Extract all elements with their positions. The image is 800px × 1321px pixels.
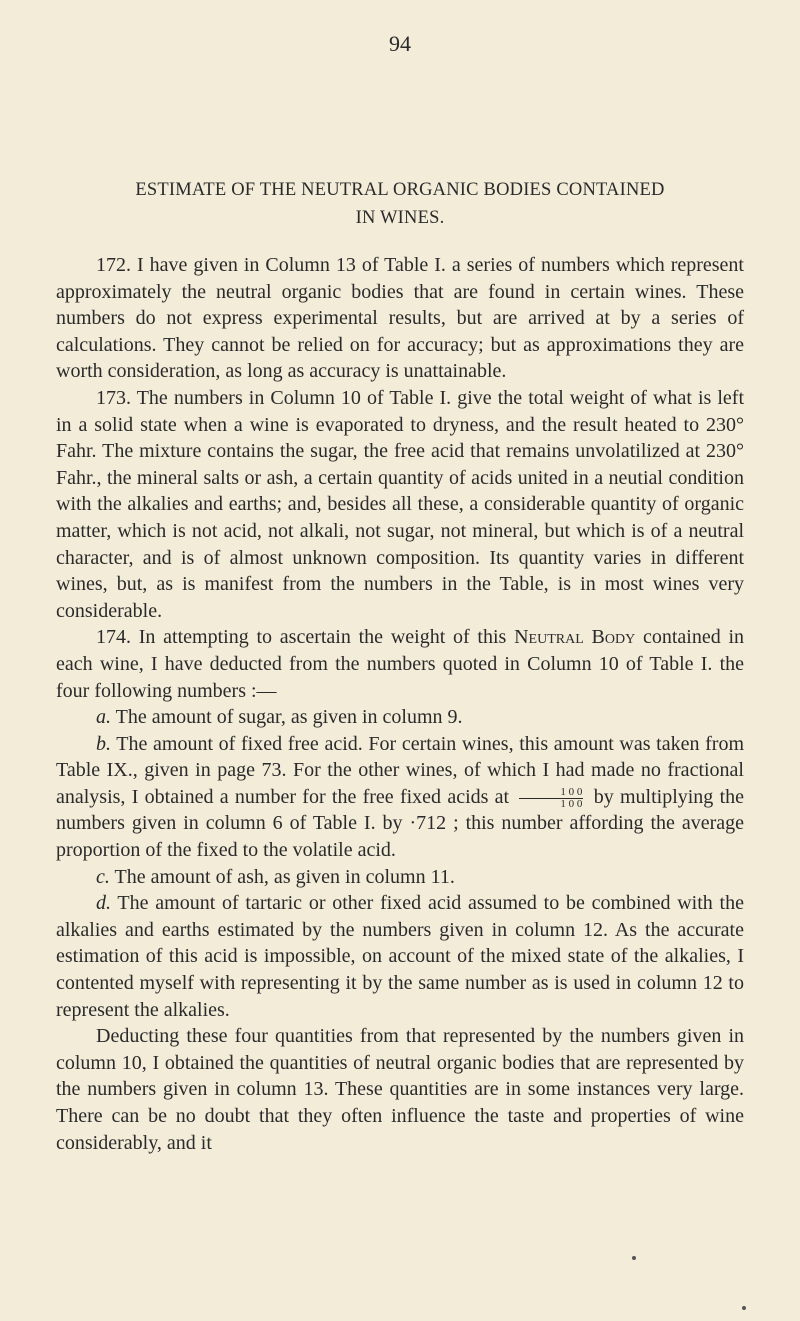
list-item-c xyxy=(56,864,744,891)
fraction-denominator: 1 0 0 xyxy=(560,797,583,810)
paragraph-text: I have given in Column 13 of Table I. a series of numbers which represent approximately the neutral organic bodies that are found in certain wines. These numbers do not express experimental results, but are arrived at by a series of calculations. They cannot be relied on for accuracy; but as approximations they are worth consideration, as long as accuracy is unattainable. xyxy=(56,254,744,383)
ink-spot xyxy=(632,1256,636,1260)
body-text xyxy=(56,252,744,1156)
paragraph-number: 173. xyxy=(96,386,131,409)
temperature-fraction xyxy=(519,787,583,810)
page-title xyxy=(56,176,744,232)
title-line-1: ESTIMATE OF THE NEUTRAL ORGANIC BODIES CONTAINED xyxy=(135,180,665,200)
list-item-text: by multiplying the numbers given in column 6 of Table I. by ·712 ; this number affording the average proportion of the fixed to the volatile acid. xyxy=(56,785,745,862)
paragraph-conclusion xyxy=(56,1023,744,1156)
list-item-text: The amount of sugar, as given in column 9. xyxy=(115,706,463,729)
neutral-body-term: Neutral Body xyxy=(514,626,636,649)
paragraph-172 xyxy=(56,252,744,385)
paragraph-text: In attempting to ascertain the weight of this xyxy=(138,626,507,649)
list-item-a xyxy=(56,704,744,731)
paragraph-number: 172. xyxy=(96,254,131,276)
list-item-text: The amount of tartaric or other fixed acid assumed to be combined with the alkalies and earths estimated by the numbers given in column 12. As the accurate estimation of this acid is impossible, on account of the mixed state of the alkalies, I contented myself with representing it by the same number as is used in column 12 to represent the alkalies. xyxy=(56,892,744,1021)
list-item-letter: b. xyxy=(96,732,111,755)
ink-spot xyxy=(742,1306,746,1310)
page-number: 94 xyxy=(389,31,411,56)
paragraph-number: 174. xyxy=(96,626,131,649)
paragraph-text: Deducting these four quantities from that represented by the numbers given in column 10, I obtained the quantities of neutral organic bodies that are represented by the numbers given in column 13. These quantities are in some instances very large. There can be no doubt that they often influence the taste and properties of wine considerably, and it xyxy=(56,1025,744,1154)
paragraph-text: The numbers in Column 10 of Table I. give the total weight of what is left in a solid state when a wine is evaporated to dryness, and the result heated to 230° Fahr. The mixture contains the sugar, the free acid that remains unvolatilized at 230° Fahr., the mineral salts or ash, a certain quantity of acids united in a neutial condition with the alkalies and earths; and, besides all these, a considerable quantity of organic matter, which is not acid, not alkali, not sugar, not mineral, but which is of a neutral character, and is of almost unknown composition. Its quantity varies in different wines, but, as is manifest from the numbers in the Table, is in most wines very considerable. xyxy=(56,386,744,622)
paragraph-174 xyxy=(56,624,744,704)
list-item-letter: a. xyxy=(96,706,111,729)
list-item-d xyxy=(56,890,744,1023)
paragraph-text: contained in each wine, I have deducted from the numbers quoted in Column 10 of Table I. the four following numbers :— xyxy=(56,626,745,702)
list-item-letter: d. xyxy=(96,892,111,915)
title-line-2: IN WINES. xyxy=(355,208,445,228)
fraction-numerator: 1 0 0 xyxy=(519,787,583,799)
list-item-text: The amount of ash, as given in column 11. xyxy=(114,865,455,888)
list-item-b xyxy=(56,731,744,864)
list-item-text: The amount of fixed free acid. For certain wines, this amount was taken from Table IX., given in page 73. For the other wines, of which I had made no fractional analysis, I obtained a number for the free fixed acids at xyxy=(56,732,745,808)
paragraph-173 xyxy=(56,385,744,624)
list-item-letter: c. xyxy=(96,865,110,888)
